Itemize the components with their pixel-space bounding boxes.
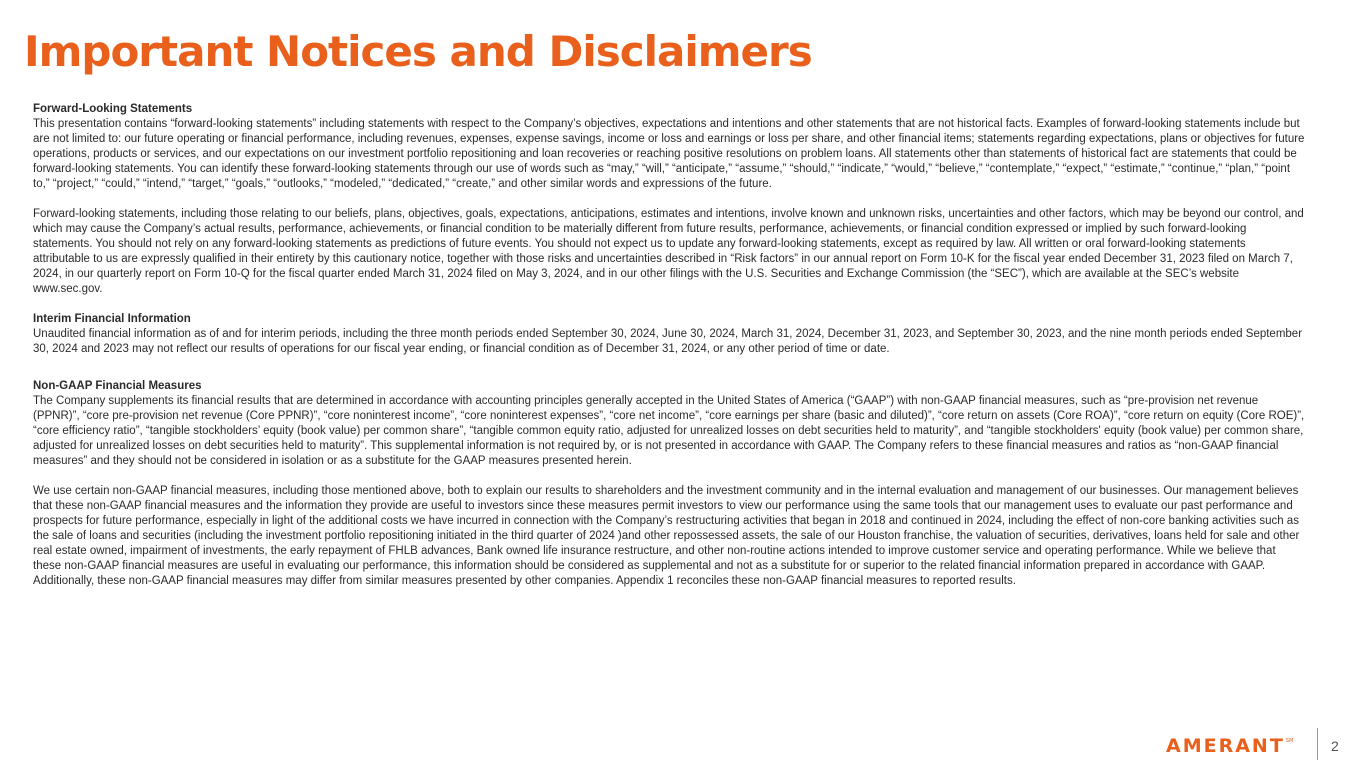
forward-looking-heading: Forward-Looking Statements: [33, 103, 193, 115]
amerant-logo: [1166, 735, 1293, 757]
page-number: 2: [1331, 738, 1339, 754]
page-title: Important Notices and Disclaimers: [24, 27, 812, 76]
disclaimer-body: [33, 102, 1305, 589]
logo-service-mark: SM: [1285, 738, 1294, 744]
non-gaap-paragraph-1: The Company supplements its financial results that are determined in accordance with accounting principles generally accepted in the United States of America (“GAAP”) with non-GAAP financial measures, such as “pre-provision net revenue (PPNR)”, “core pre-provision net revenue (Core PPNR)”, “core noninterest income”, “core noninterest expenses”, “core net income”, “core earnings per share (basic and diluted)”, “core return on assets (Core ROA)”, “core return on equity (Core ROE)”, “core efficiency ratio”, “tangible stockholders’ equity (book value) per common share”, “tangible common equity ratio, adjusted for unrealized losses on debt securities held to maturity”, and “tangible stockholders' equity (book value) per common share, adjusted for unrealized losses on debt securities held to maturity”. This supplemental information is not required by, or is not presented in accordance with GAAP. The Company refers to these financial measures and ratios as “non-GAAP financial measures” and they should not be considered in isolation or as a substitute for the GAAP measures presented herein.: [33, 395, 1305, 467]
non-gaap-heading: Non-GAAP Financial Measures: [33, 380, 202, 392]
interim-heading: Interim Financial Information: [33, 313, 191, 325]
footer-divider: [1317, 728, 1318, 760]
interim-section: [33, 312, 1305, 357]
forward-looking-section: [33, 102, 1305, 297]
logo-wordmark: AMERANT: [1166, 735, 1285, 757]
forward-looking-paragraph-1: This presentation contains “forward-looking statements” including statements with respect to the Company’s objectives, expectations and intentions and other statements that are not historical facts. Examples of forward-looking statements include but are not limited to: our future operating or financial performance, including revenues, expenses, expense savings, income or loss and earnings or loss per share, and other financial items; statements regarding expectations, plans or objectives for future operations, products or services, and our expectations on our investment portfolio repositioning and loan recoveries or reaching positive resolutions on problem loans. All statements other than statements of historical fact are statements that could be forward-looking statements. You can identify these forward-looking statements through our use of words such as “may,” “will,” “anticipate,” “assume,” “should,” “indicate,” “would,” “believe,” “contemplate,” “expect,” “estimate,” “continue,” “plan,” “point to,” “project,” “could,” “intend,” “target,” “goals,” “outlooks,” “modeled,” “dedicated,” “create,” and other similar words and expressions of the future.: [33, 118, 1305, 190]
interim-paragraph-1: Unaudited financial information as of and for interim periods, including the three month periods ended September 30, 2024, June 30, 2024, March 31, 2024, December 31, 2023, and September 30, 2023, and the nine month periods ended September 30, 2024 and 2023 may not reflect our results of operations for our fiscal year ending, or financial condition as of December 31, 2024, or any other period of time or date.: [33, 328, 1303, 355]
non-gaap-paragraph-2: We use certain non-GAAP financial measures, including those mentioned above, both to explain our results to shareholders and the investment community and in the internal evaluation and management of our businesses. Our management believes that these non-GAAP financial measures and the information they provide are useful to investors since these measures permit investors to view our performance using the same tools that our management uses to evaluate our past performance and prospects for future performance, especially in light of the additional costs we have incurred in connection with the Company’s restructuring activities that began in 2018 and continued in 2024, including the effect of non-core banking activities such as the sale of loans and securities (including the investment portfolio repositioning initiated in the third quarter of 2024 )and other repossessed assets, the sale of our Houston franchise, the valuation of securities, derivatives, loans held for sale and other real estate owned, impairment of investments, the early repayment of FHLB advances, Bank owned life insurance restructure, and other non-routine actions intended to improve customer service and operating performance. While we believe that these non-GAAP financial measures are useful in evaluating our performance, this information should be considered as supplemental and not as a substitute for or superior to the related financial information prepared in accordance with GAAP. Additionally, these non-GAAP financial measures may differ from similar measures presented by other companies. Appendix 1 reconciles these non-GAAP financial measures to reported results.: [33, 485, 1300, 587]
non-gaap-section: [33, 379, 1305, 589]
forward-looking-paragraph-2: Forward-looking statements, including those relating to our beliefs, plans, objectives, goals, expectations, anticipations, estimates and intentions, involve known and unknown risks, uncertainties and other factors, which may be beyond our control, and which may cause the Company’s actual results, performance, achievements, or financial condition to be materially different from future results, performance, achievements, or financial condition expressed or implied by such forward-looking statements. You should not rely on any forward-looking statements as predictions of future events. You should not expect us to update any forward-looking statements, except as required by law. All written or oral forward-looking statements attributable to us are expressly qualified in their entirety by this cautionary notice, together with those risks and uncertainties described in “Risk factors” in our annual report on Form 10-K for the fiscal year ended December 31, 2023 filed on March 7, 2024, in our quarterly report on Form 10-Q for the fiscal quarter ended March 31, 2024 filed on May 3, 2024, and in our other filings with the U.S. Securities and Exchange Commission (the “SEC”), which are available at the SEC’s website www.sec.gov.: [33, 208, 1304, 295]
